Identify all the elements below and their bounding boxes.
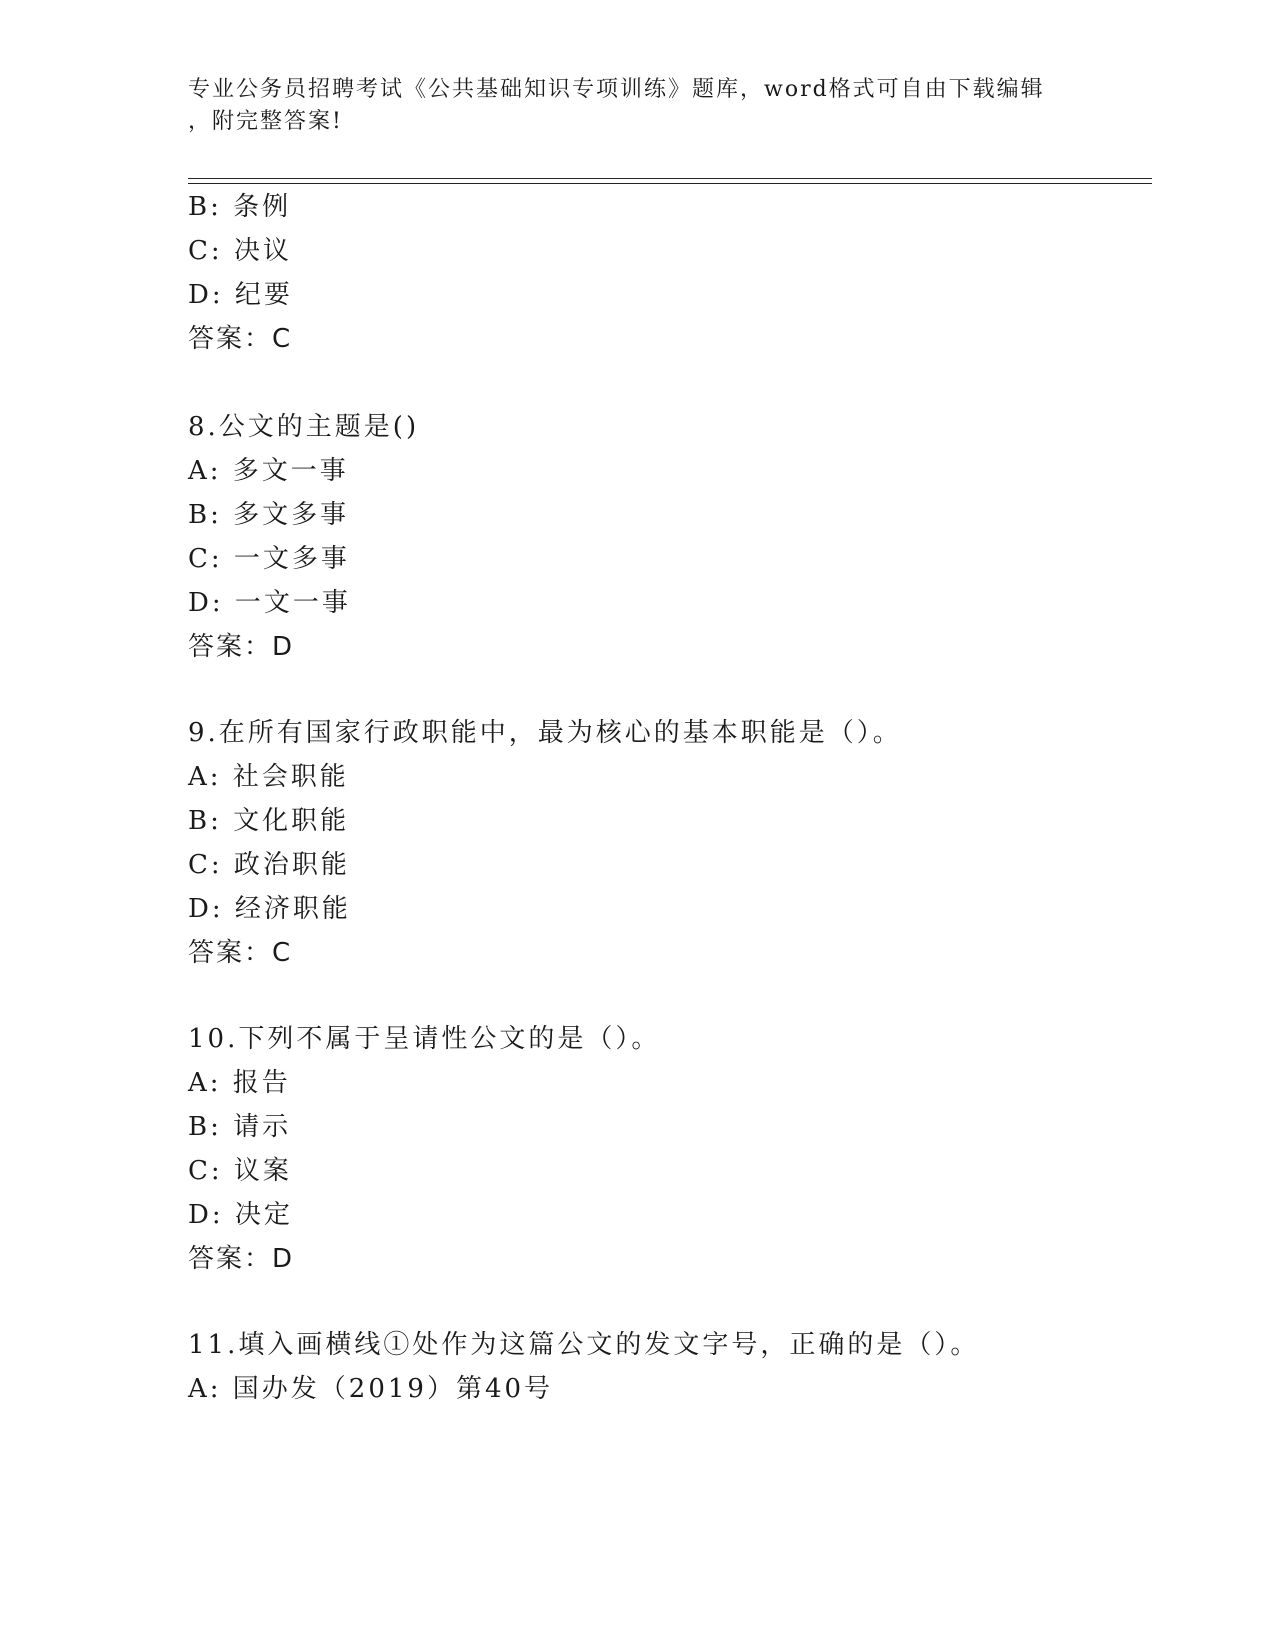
q10-option-c: C: 议案 (188, 1156, 292, 1186)
q8-answer: 答案：D (188, 632, 295, 662)
q11-option-a: A: 国办发（2019）第40号 (188, 1374, 554, 1404)
header-divider-bottom (188, 183, 1152, 184)
q8-option-a: A: 多文一事 (188, 456, 349, 486)
q10-answer: 答案：D (188, 1244, 295, 1274)
q8-option-c: C: 一文多事 (188, 544, 350, 574)
q9-option-b: B: 文化职能 (188, 806, 350, 836)
q10-option-d: D: 决定 (188, 1200, 293, 1230)
q11-stem: 11.填入画横线①处作为这篇公文的发文字号，正确的是（）。 (188, 1330, 980, 1360)
q9-stem: 9.在所有国家行政职能中，最为核心的基本职能是（）。 (188, 718, 902, 748)
q7-option-b: B: 条例 (188, 192, 292, 222)
q10-option-a: A: 报告 (188, 1068, 291, 1098)
page-header (188, 74, 1068, 138)
header-divider-top (188, 178, 1152, 179)
q8-stem: 8.公文的主题是() (188, 412, 420, 442)
q10-stem: 10.下列不属于呈请性公文的是（）。 (188, 1024, 661, 1054)
q10-option-b: B: 请示 (188, 1112, 292, 1142)
q8-option-b: B: 多文多事 (188, 500, 350, 530)
q7-answer: 答案：C (188, 324, 293, 354)
q9-option-a: A: 社会职能 (188, 762, 349, 792)
q8-option-d: D: 一文一事 (188, 588, 351, 618)
q9-option-c: C: 政治职能 (188, 850, 350, 880)
header-line-2: ，附完整答案! (188, 109, 343, 134)
q9-option-d: D: 经济职能 (188, 894, 351, 924)
header-line-1: 专业公务员招聘考试《公共基础知识专项训练》题库，word格式可自由下载编辑 (188, 77, 1045, 102)
q7-option-d: D: 纪要 (188, 280, 293, 310)
q7-option-c: C: 决议 (188, 236, 292, 266)
q9-answer: 答案：C (188, 938, 293, 968)
